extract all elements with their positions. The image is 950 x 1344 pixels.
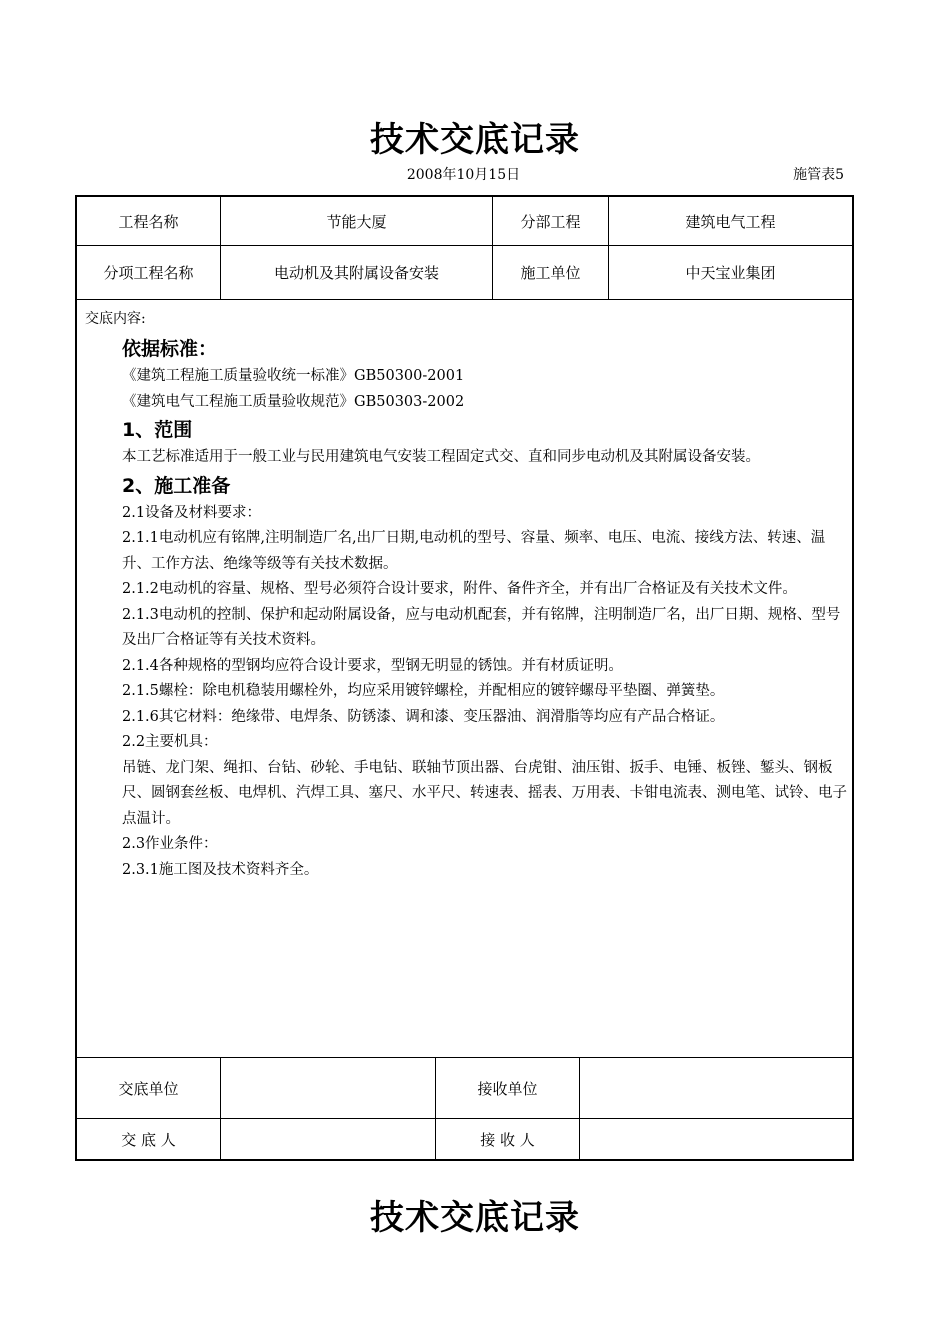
section-2-1-4: 2.1.4各种规格的型钢均应符合设计要求，型钢无明显的锈蚀。并有材质证明。 — [122, 657, 623, 674]
section-2-1-2: 2.1.2电动机的容量、规格、型号必须符合设计要求，附件、备件齐全，并有出厂合格证及有关技术文件。 — [122, 581, 797, 597]
contractor-value: 中天宝业集团 — [685, 264, 776, 282]
contractor-label: 施工单位 — [493, 246, 609, 299]
section-2-3: 2.3作业条件： — [122, 836, 218, 852]
division-label: 分部工程 — [493, 197, 609, 245]
header-row-subitem — [77, 246, 852, 300]
section-2-2: 2.2主要机具： — [122, 734, 218, 750]
section-2-1-5: 2.1.5螺栓：除电机稳装用螺栓外，均应采用镀锌螺栓，并配相应的镀锌螺母平垫圈、弹簧垫。 — [122, 683, 725, 699]
standard-1: 《建筑工程施工质量验收统一标准》GB50300-2001 — [122, 368, 465, 384]
division-value: 建筑电气工程 — [685, 212, 776, 231]
issuer-value — [221, 1119, 436, 1159]
receiving-unit-label: 接收单位 — [436, 1058, 580, 1118]
next-page-title: 技术交底记录 — [370, 1198, 580, 1238]
section-2-1-6: 2.1.6其它材料：绝缘带、电焊条、防锈漆、调和漆、变压器油、润滑脂等均应有产品合格证。 — [122, 708, 725, 725]
tools-list: 吊链、龙门架、绳扣、台钻、砂轮、手电钻、联轴节顶出器、台虎钳、油压钳、扳手、电锤、板锉、錾头、钢板尺、圆钢套丝板、电焊机、汽焊工具、塞尺、水平尺、转速表、摇表、万用表、卡钳电流表、测电笔、试铃、电子点温计。 — [122, 759, 847, 827]
record-date: 2008年10月15日 — [406, 167, 521, 183]
section-2-1-3: 2.1.3电动机的控制、保护和起动附属设备，应与电动机配套，并有铭牌，注明制造厂名，出厂日期、规格、型号及出厂合格证等有关技术资料。 — [122, 606, 841, 648]
record-table — [75, 195, 854, 1161]
footer-row-units — [77, 1058, 852, 1119]
project-name-value: 节能大厦 — [221, 197, 493, 245]
basis-heading: 依据标准： — [122, 338, 218, 360]
prep-heading: 2、施工准备 — [122, 474, 231, 497]
section-2-1: 2.1设备及材料要求： — [122, 504, 262, 521]
standard-2: 《建筑电气工程施工质量验收规范》GB50303-2002 — [122, 393, 465, 410]
receiver-value — [580, 1119, 852, 1159]
receiver-label: 接 收 人 — [436, 1119, 580, 1159]
section-2-1-1: 2.1.1电动机应有铭牌,注明制造厂名,出厂日期,电动机的型号、容量、频率、电压、电流、接线方法、转速、温升、工作方法、绝缘等级等有关技术数据。 — [122, 530, 826, 572]
content-label: 交底内容: — [85, 311, 146, 327]
subitem-label: 分项工程名称 — [77, 246, 221, 299]
section-2-3-1: 2.3.1施工图及技术资料齐全。 — [122, 861, 319, 878]
issuing-unit-value — [221, 1058, 436, 1118]
scope-heading: 1、范围 — [122, 419, 193, 441]
project-name-label: 工程名称 — [77, 197, 221, 245]
subitem-value: 电动机及其附属设备安装 — [221, 246, 493, 299]
issuing-unit-label: 交底单位 — [77, 1058, 221, 1118]
form-number: 施管表5 — [793, 167, 844, 183]
footer-row-persons — [77, 1119, 852, 1159]
date-line — [75, 164, 852, 186]
briefing-content — [77, 300, 852, 1058]
scope-text: 本工艺标准适用于一般工业与民用建筑电气安装工程固定式交、直和同步电动机及其附属设备安装。 — [122, 449, 760, 465]
content-body — [122, 334, 847, 883]
receiving-unit-value — [580, 1058, 852, 1118]
header-row-project — [77, 197, 852, 246]
issuer-label: 交 底 人 — [77, 1119, 221, 1159]
page-title: 技术交底记录 — [370, 120, 580, 160]
